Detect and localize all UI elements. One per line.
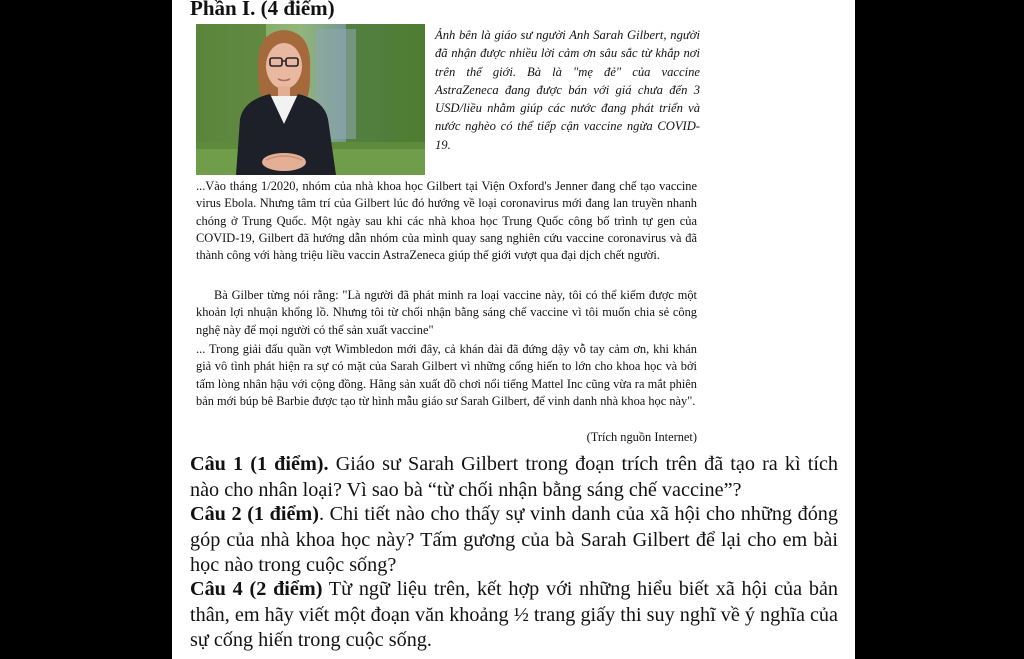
question-1-text: Giáo sư Sarah Gilbert trong đoạn trích trên đã tạo ra kì tích nào cho nhân loại? Vì sao bà “từ chối nhận bằng sáng chế vaccine”?	[190, 453, 838, 501]
question-2-label: Câu 2 (1 điểm)	[190, 503, 319, 525]
question-4-text: Từ ngữ liệu trên, kết hợp với những hiểu biết xã hội của bản thân, em hãy viết một đoạn văn khoảng ½ trang giấy thi suy nghĩ về ý nghĩa của sự cống hiến trong cuộc sống.	[190, 578, 838, 652]
question-1	[190, 452, 838, 503]
section-heading: Phần I. (4 điểm)	[190, 0, 335, 20]
passage-paragraph-1: ...Vào tháng 1/2020, nhóm của nhà khoa học Gilbert tại Viện Oxford's Jenner đang chế tạo vaccine virus Ebola. Nhưng tâm trí của Gilbert lúc đó hướng về loại coronavirus mới đang lan truyền nhanh chóng ở Trung Quốc. Một ngày sau khi các nhà khoa học Trung Quốc công bố trình tự gen của COVID-19, Gilbert đã hướng dẫn nhóm của mình quay sang nghiên cứu vaccine coronavirus và đã thành công với hàng triệu liều vaccin AstraZeneca giúp thế giới vượt qua đại dịch chết người.	[196, 179, 697, 263]
question-4-label: Câu 4 (2 điểm)	[190, 578, 323, 600]
passage-paragraph-3: ... Trong giải đấu quần vợt Wimbledon mới đây, cả khán đài đã đứng dậy vỗ tay cảm ơn, khi khán giả vô tình phát hiện ra sự có mặt của Sarah Gilbert vì những cống hiến to lớn cho khoa học và bởi tấm lòng nhân hậu với cộng đồng. Hãng sản xuất đồ chơi nổi tiếng Mattel Inc cũng vừa ra mắt phiên bản mới búp bê Barbie được tạo từ hình mẫu giáo sư Sarah Gilbert, để vinh danh nhà khoa học này".	[196, 342, 697, 408]
question-4	[190, 577, 838, 654]
portrait-illustration	[196, 24, 425, 175]
document-page	[172, 0, 855, 659]
passage-paragraph-2: Bà Gilber từng nói rằng: "Là người đã phát minh ra loại vaccine này, tôi có thể kiếm được một khoản lợi nhuận khổng lồ. Nhưng tôi từ chối nhận bằng sáng chế vaccine vì tôi muốn chia sẻ công nghệ này để mọi người có thể sản xuất vaccine"	[196, 288, 697, 337]
source-citation: (Trích nguồn Internet)	[586, 430, 697, 444]
photo-caption: Ảnh bên là giáo sư người Anh Sarah Gilbert, người đã nhận được nhiều lời cảm ơn sâu sắc từ khắp nơi trên thế giới. Bà là "mẹ đẻ" của vaccine AstraZeneca đang được bán với giá chưa đến 3 USD/liều nhằm giúp các nước đang phát triển và nước nghèo có thể tiếp cận vaccine ngừa COVID-19.	[435, 28, 700, 152]
question-2	[190, 502, 838, 579]
question-1-label: Câu 1 (1 điểm).	[190, 453, 329, 475]
question-2-text: . Chi tiết nào cho thấy sự vinh danh của xã hội cho những đóng góp của nhà khoa học này? Tấm gương của bà Sarah Gilbert để lại cho em bài học nào trong cuộc sống?	[190, 503, 838, 577]
portrait-photo	[196, 24, 425, 175]
